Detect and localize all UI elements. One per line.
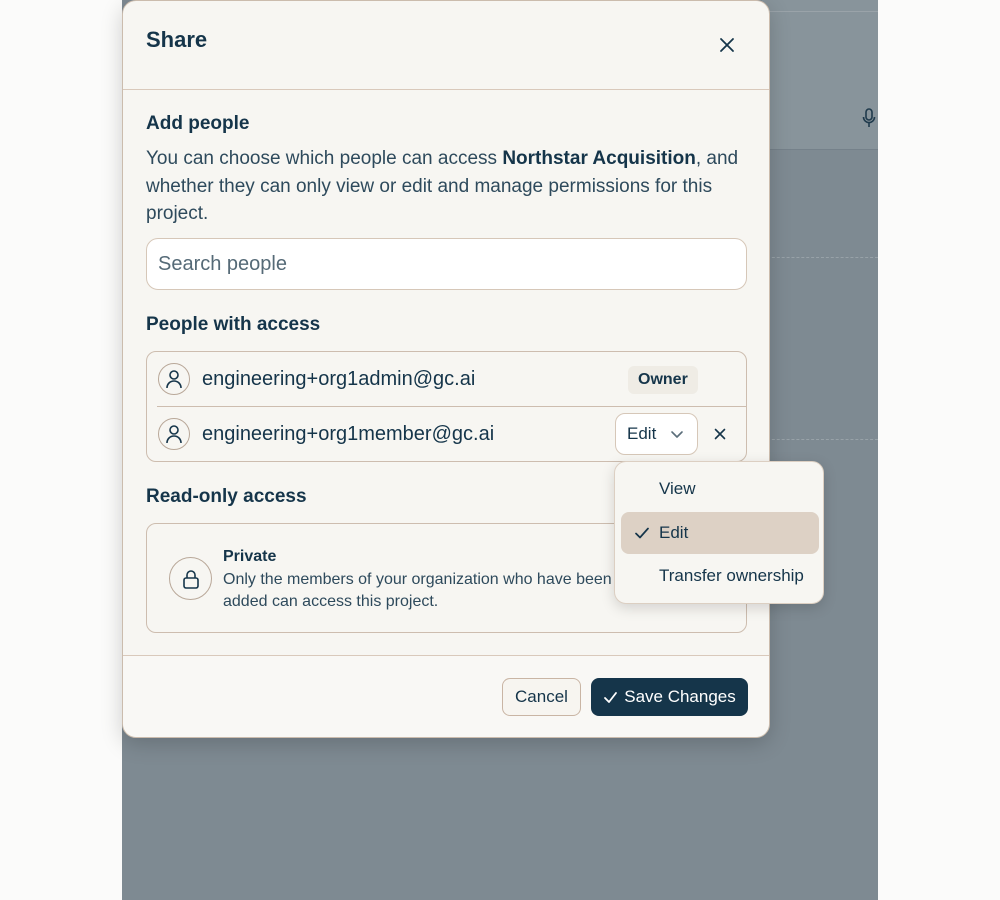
role-select-value: Edit bbox=[627, 424, 657, 443]
access-level-title: Private bbox=[223, 548, 277, 565]
background-input-panel bbox=[762, 0, 878, 150]
user-icon bbox=[165, 369, 183, 389]
microphone-icon bbox=[862, 108, 876, 128]
avatar bbox=[158, 418, 190, 450]
add-people-description bbox=[146, 145, 746, 228]
member-email: engineering+org1member@gc.ai bbox=[202, 423, 495, 445]
background-divider bbox=[762, 11, 878, 12]
save-changes-label: Save Changes bbox=[624, 687, 736, 706]
role-dropdown-menu bbox=[614, 461, 824, 604]
menu-item-label: View bbox=[659, 479, 696, 498]
menu-item-label: Edit bbox=[659, 523, 689, 542]
background-divider bbox=[762, 257, 878, 258]
description-text: , and whether they can only view or edit and manage permissions for this project. bbox=[146, 148, 739, 224]
list-item bbox=[147, 352, 746, 407]
role-select[interactable] bbox=[615, 413, 698, 455]
people-with-access-heading: People with access bbox=[146, 314, 321, 335]
remove-member-button[interactable] bbox=[709, 423, 731, 445]
people-list bbox=[146, 351, 747, 462]
close-icon bbox=[719, 37, 735, 53]
description-text: You can choose which people can access bbox=[146, 148, 503, 169]
list-item bbox=[147, 407, 746, 462]
cancel-button[interactable]: Cancel bbox=[502, 678, 581, 716]
dialog-header bbox=[123, 1, 769, 90]
background-divider bbox=[762, 439, 878, 440]
user-icon bbox=[165, 424, 183, 444]
chevron-down-icon bbox=[670, 427, 684, 441]
lock-icon bbox=[181, 569, 201, 589]
owner-badge: Owner bbox=[628, 366, 698, 394]
menu-item-view[interactable] bbox=[621, 468, 819, 510]
menu-item-label: Transfer ownership bbox=[659, 566, 804, 585]
menu-item-edit[interactable] bbox=[621, 512, 819, 554]
check-icon bbox=[634, 525, 650, 541]
avatar bbox=[158, 363, 190, 395]
save-changes-button[interactable] bbox=[591, 678, 748, 716]
close-icon bbox=[714, 428, 726, 440]
close-button[interactable] bbox=[714, 32, 740, 58]
divider bbox=[123, 655, 769, 656]
share-dialog bbox=[122, 0, 770, 738]
member-email: engineering+org1admin@gc.ai bbox=[202, 368, 476, 390]
lock-icon-container bbox=[169, 557, 212, 600]
dialog-title: Share bbox=[146, 27, 208, 52]
add-people-heading: Add people bbox=[146, 113, 250, 134]
menu-item-transfer-ownership[interactable] bbox=[621, 555, 819, 597]
check-icon bbox=[603, 690, 618, 705]
project-name: Northstar Acquisition bbox=[502, 148, 696, 169]
access-level-description: Only the members of your organization who have been added can access this project. bbox=[223, 571, 612, 610]
search-people-input[interactable] bbox=[146, 238, 747, 290]
read-only-heading: Read-only access bbox=[146, 486, 307, 507]
